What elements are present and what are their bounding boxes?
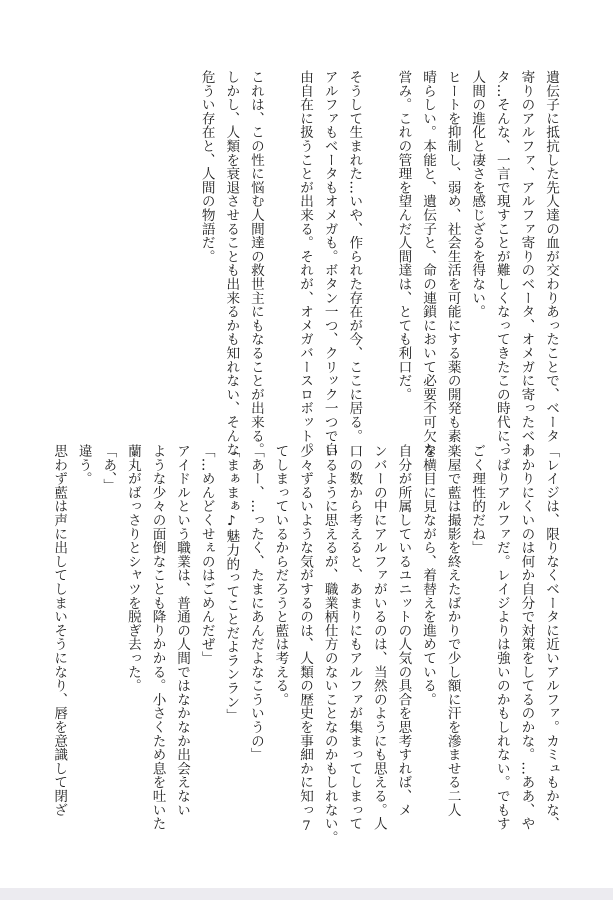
text-line: そうして生まれた…いや、作られた存在が今、ここに居る。 [346,70,363,443]
text-line: 「まぁまぁ♪魅力的ってことだよランラン」 [223,444,240,723]
text-line: を横目に見ながら、着替えを進めている。 [420,444,437,707]
text-line: っぱりアルファだ。レイジよりは強いのかもしれない。でもす [493,444,510,831]
text-line: 「あー、…ったく、たまにあんだよなこういうの」 [247,444,264,762]
text-line: 思わず藍は声に出してしまいそうになり、唇を意識して閉ざ [51,444,68,817]
text-block-lower [47,444,563,845]
text-line: 由自在に扱うことが出来る。それが、オメガバースロボット。 [297,70,314,457]
text-line: 「あ、」 [100,444,117,493]
viewer-bottom-bar [0,888,613,900]
text-line: ヒートを抑制し、弱め、社会生活を可能にする薬の開発も素 [444,70,461,443]
paragraph-gap [366,70,391,390]
text-line: いるように思えるが、職業柄仕方のないことなのかもしれない。 [321,444,338,845]
text-line: しかし、人類を衰退させることも出来るかも知れない、そんな [223,70,240,457]
text-line: 人間の進化と凄さを感じざるを得ない。 [469,70,486,319]
text-line: 危うい存在と、人間の物語だ。 [198,70,215,264]
text-line: タ…そんな、一言で現すことが難しくなってきたこの時代に、 [493,70,510,457]
text-line: アルファもベータもオメガも。ボタン一つ、クリック一つで自 [321,70,338,457]
text-line: 寄りのアルファ、アルファ寄りのベータ、オメガに寄ったベー [518,70,535,457]
text-line: ンバーの中にアルファがいるのは、当然のようにも思える。人 [370,444,387,831]
text-line: わかりにくいのは何か自分で対策をしてるのかな。…ああ、や [518,444,535,831]
page-number: 7 [302,819,311,834]
text-line: 晴らしい。本能と、遺伝子と、命の連鎖において必要不可欠な [420,70,437,457]
text-line: 少々ずるいような気がするのは、人類の歴史を事細かに知っ [297,444,314,817]
text-line: 自分が所属しているユニットの人気の具合を思考すれば、メ [395,444,412,817]
text-line: 「レイジは、限りなくベータに近いアルファ。カミュもかな、 [543,444,559,831]
text-line: 遺伝子に抵抗した先人達の血が交わりあったことで、ベータ [543,70,559,443]
text-line: てしまっているからだろうと藍は考える。 [272,444,289,707]
text-line: 「…めんどくせぇのはごめんだぜ」 [198,444,215,665]
text-line: 口の数から考えると、あまりにもアルファが集まってしまって [346,444,363,831]
text-line: 楽屋で藍は撮影を終えたばかりで少し額に汗を滲ませる二人 [444,444,461,817]
text-line: これは、この性に悩む人間達の救世主にもなることが出来る。 [247,70,264,457]
text-line: ごく理性的だね」 [469,444,486,555]
paragraph-gap [268,70,293,390]
text-line: 違う。 [75,444,92,486]
text-line: 営み。これの管理を望んだ人間達は、とても利口だ。 [395,70,412,402]
text-line: ような少々の面倒なことも降りかかる。小さくため息を吐いた [149,444,166,831]
text-line: アイドルという職業は、普通の人間ではなかなか出会えない [174,444,191,817]
text-line: 蘭丸がばっさりとシャツを脱ぎ去った。 [124,444,141,693]
text-block-upper [194,70,563,457]
